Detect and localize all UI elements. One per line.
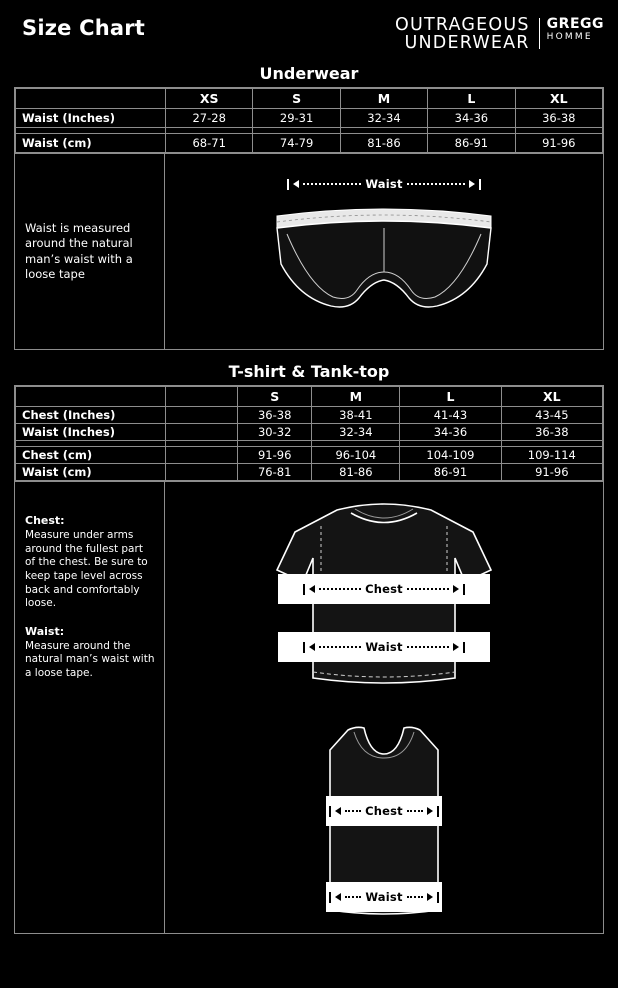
table-row bbox=[16, 109, 603, 128]
tanktop-chest-band bbox=[326, 796, 442, 826]
tshirt-section-title: T-shirt & Tank-top bbox=[228, 362, 390, 382]
cell-chest-cm-s: 91-96 bbox=[238, 447, 312, 464]
underwear-note: Waist is measured around the natural man’s waist with a loose tape bbox=[15, 154, 165, 349]
col-head-l: L bbox=[400, 387, 501, 407]
cell-chest-in-m: 38-41 bbox=[312, 407, 400, 424]
cell-spacer bbox=[166, 424, 238, 441]
underwear-size-table bbox=[15, 88, 603, 153]
brand-line2: UNDERWEAR bbox=[404, 33, 530, 54]
col-head-blank bbox=[16, 89, 166, 109]
tshirt-chest-label: Chest bbox=[365, 582, 403, 597]
table-row bbox=[16, 464, 603, 481]
tanktop-chest-label: Chest bbox=[365, 804, 403, 819]
row-label-waist-inches: Waist (Inches) bbox=[16, 424, 166, 441]
underwear-waist-measure-label bbox=[165, 176, 603, 192]
cell-waist-cm-xl: 91-96 bbox=[501, 464, 602, 481]
table-row bbox=[16, 424, 603, 441]
row-label-waist-cm: Waist (cm) bbox=[16, 134, 166, 153]
cell-chest-cm-l: 104-109 bbox=[400, 447, 501, 464]
tshirt-illustration-row bbox=[14, 482, 604, 934]
cell-waist-in-l: 34-36 bbox=[428, 109, 515, 128]
tshirt-figure bbox=[259, 496, 509, 696]
cell-waist-in-xs: 27-28 bbox=[166, 109, 253, 128]
note-heading-waist: Waist: bbox=[25, 624, 65, 638]
cell-waist-cm-m: 81-86 bbox=[312, 464, 400, 481]
table-row bbox=[16, 447, 603, 464]
tanktop-figure bbox=[304, 720, 464, 920]
brand-name: GREGG bbox=[546, 16, 604, 32]
tshirt-waist-label: Waist bbox=[365, 640, 403, 655]
brief-illustration-svg bbox=[269, 202, 499, 332]
col-head-s: S bbox=[253, 89, 340, 109]
table-row bbox=[16, 134, 603, 153]
tshirt-chest-band bbox=[278, 574, 490, 604]
note-heading-chest: Chest: bbox=[25, 514, 65, 528]
tshirt-notes bbox=[15, 482, 165, 933]
col-head-m: M bbox=[312, 387, 400, 407]
row-label-chest-cm: Chest (cm) bbox=[16, 447, 166, 464]
underwear-art-label: Waist bbox=[365, 177, 403, 192]
note-text-chest: Measure under arms around the fullest part of the chest. Be sure to keep tape level across back and comfortably loose. bbox=[25, 529, 148, 610]
col-head-spacer bbox=[166, 387, 238, 407]
cell-chest-in-l: 41-43 bbox=[400, 407, 501, 424]
cell-waist-in-xl: 36-38 bbox=[501, 424, 602, 441]
cell-waist-in-m: 32-34 bbox=[312, 424, 400, 441]
table-row bbox=[16, 407, 603, 424]
tshirt-tank-illustrations bbox=[165, 482, 603, 933]
cell-chest-cm-xl: 109-114 bbox=[501, 447, 602, 464]
col-head-l: L bbox=[428, 89, 515, 109]
cell-spacer bbox=[166, 447, 238, 464]
table-header-row bbox=[16, 89, 603, 109]
cell-chest-in-xl: 43-45 bbox=[501, 407, 602, 424]
brand-divider bbox=[539, 18, 540, 49]
cell-waist-cm-s: 74-79 bbox=[253, 134, 340, 153]
tshirt-waist-band bbox=[278, 632, 490, 662]
tanktop-waist-band bbox=[326, 882, 442, 912]
cell-waist-cm-xs: 68-71 bbox=[166, 134, 253, 153]
col-head-xl: XL bbox=[501, 387, 602, 407]
underwear-section-title: Underwear bbox=[259, 64, 359, 84]
cell-chest-cm-m: 96-104 bbox=[312, 447, 400, 464]
underwear-illustration-row bbox=[15, 153, 603, 349]
brand-logo bbox=[395, 16, 604, 52]
cell-waist-in-xl: 36-38 bbox=[515, 109, 602, 128]
tanktop-waist-label: Waist bbox=[365, 890, 403, 905]
cell-spacer bbox=[166, 464, 238, 481]
cell-waist-cm-l: 86-91 bbox=[400, 464, 501, 481]
col-head-xs: XS bbox=[166, 89, 253, 109]
cell-waist-in-m: 32-34 bbox=[340, 109, 427, 128]
cell-waist-in-s: 29-31 bbox=[253, 109, 340, 128]
row-label-waist-inches: Waist (Inches) bbox=[16, 109, 166, 128]
underwear-illustration bbox=[165, 154, 603, 349]
cell-waist-in-l: 34-36 bbox=[400, 424, 501, 441]
cell-chest-in-s: 36-38 bbox=[238, 407, 312, 424]
col-head-blank bbox=[16, 387, 166, 407]
col-head-xl: XL bbox=[515, 89, 602, 109]
row-label-chest-inches: Chest (Inches) bbox=[16, 407, 166, 424]
cell-waist-cm-s: 76-81 bbox=[238, 464, 312, 481]
cell-waist-in-s: 30-32 bbox=[238, 424, 312, 441]
row-label-waist-cm: Waist (cm) bbox=[16, 464, 166, 481]
col-head-s: S bbox=[238, 387, 312, 407]
brand-subname: HOMME bbox=[546, 31, 593, 42]
cell-spacer bbox=[166, 407, 238, 424]
cell-waist-cm-l: 86-91 bbox=[428, 134, 515, 153]
page-header bbox=[0, 0, 618, 58]
brand-line1: OUTRAGEOUS bbox=[394, 15, 530, 35]
note-text-waist: Measure around the natural man’s waist with a loose tape. bbox=[25, 639, 155, 679]
table-header-row bbox=[16, 387, 603, 407]
cell-waist-cm-m: 81-86 bbox=[340, 134, 427, 153]
tshirt-size-table-block bbox=[14, 385, 604, 482]
page-title: Size Chart bbox=[22, 16, 146, 40]
underwear-size-table-block bbox=[14, 87, 604, 350]
col-head-m: M bbox=[340, 89, 427, 109]
cell-waist-cm-xl: 91-96 bbox=[515, 134, 602, 153]
tshirt-size-table bbox=[15, 386, 603, 481]
